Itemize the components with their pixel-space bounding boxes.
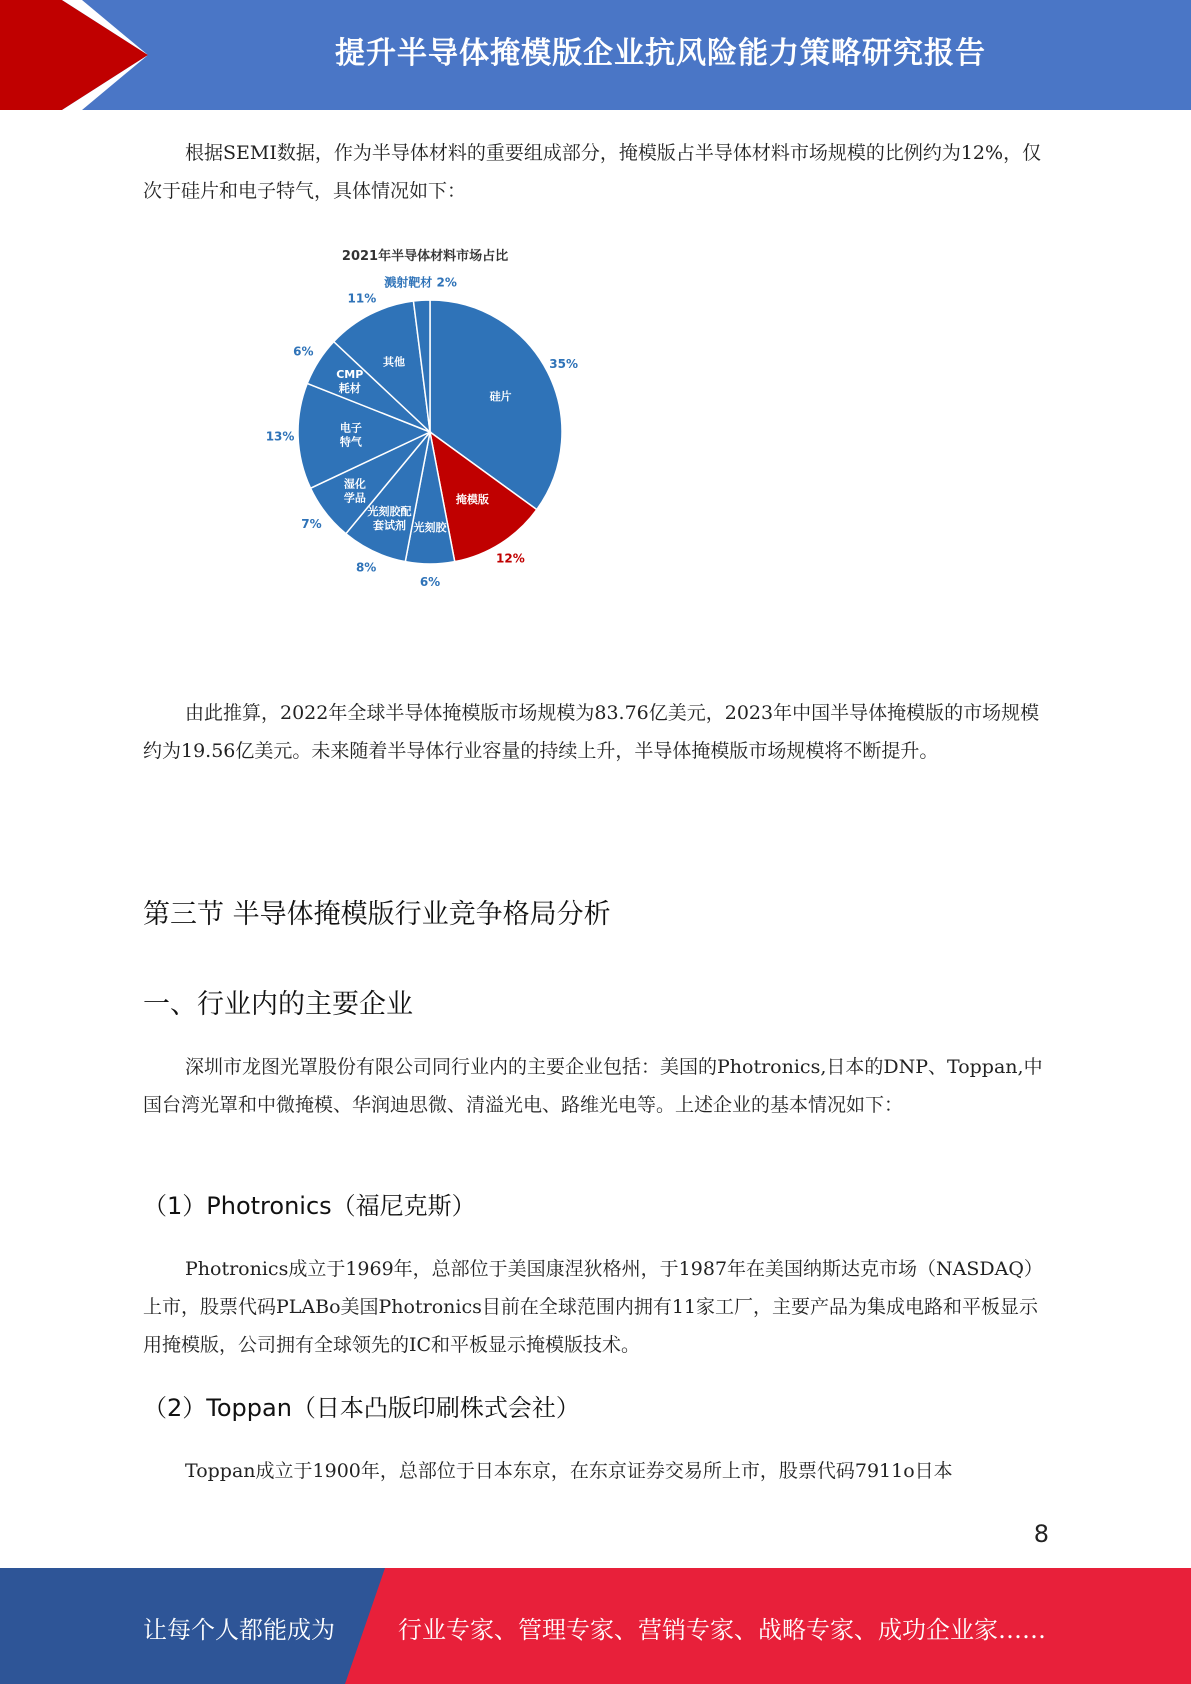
slice-percent-label: 35% <box>549 356 579 371</box>
photronics-heading: （1）Photronics（福尼克斯） <box>143 1192 476 1220</box>
market-paragraph: 由此推算，2022年全球半导体掩模版市场规模为83.76亿美元，2023年中国半导体掩模版的市场规模约为19.56亿美元。未来随着半导体行业容量的持续上升，半导体掩模版市场规模将不断提升。 <box>143 702 1040 762</box>
footer-slogan-left: 让每个人都能成为 <box>143 1616 335 1644</box>
toppan-heading: （2）Toppan（日本凸版印刷株式会社） <box>143 1394 580 1422</box>
toppan-paragraph: Toppan成立于1900年，总部位于日本东京，在东京证券交易所上市，股票代码7911o日本 <box>185 1460 953 1482</box>
slice-percent-label: 6% <box>293 344 314 359</box>
slice-label: 光刻胶配套试剂 <box>367 504 412 532</box>
page-number: 8 <box>1033 1520 1049 1548</box>
pie-chart-svg <box>240 235 600 595</box>
report-title: 提升半导体掩模版企业抗风险能力策略研究报告 <box>335 36 986 71</box>
slice-label: 其他 <box>383 355 406 369</box>
slice-percent-label: 12% <box>496 551 525 566</box>
header-banner <box>0 0 1191 110</box>
header-red-arrow <box>0 0 148 110</box>
slice-label: 掩模版 <box>455 492 489 506</box>
footer-banner <box>0 1568 1191 1684</box>
slice-percent-label: 溅射靶材 2% <box>384 275 457 290</box>
companies-paragraph: 深圳市龙图光罩股份有限公司同行业内的主要企业包括：美国的Photronics,日本的DNP、Toppan,中国台湾光罩和中微掩模、华润迪思微、清溢光电、路维光电等。上述企业的基本情况如下： <box>143 1056 1043 1116</box>
slice-percent-label: 7% <box>301 516 322 531</box>
slice-label: 硅片 <box>489 390 512 404</box>
intro-paragraph: 根据SEMI数据，作为半导体材料的重要组成部分，掩模版占半导体材料市场规模的比例约为12%，仅次于硅片和电子特气，具体情况如下： <box>143 142 1042 202</box>
slice-label: CMP 耗材 <box>336 368 364 396</box>
slice-percent-label: 13% <box>265 429 295 444</box>
photronics-paragraph: Photronics成立于1969年，总部位于美国康涅狄格州，于1987年在美国纳斯达克市场（NASDAQ）上市，股票代码PLABo美国Photronics目前在全球范围内拥有11家工厂，主要产品为集成电路和平板显示用掩模版，公司拥有全球领先的IC和平板显示掩模版技术。 <box>143 1258 1043 1356</box>
slice-percent-label: 11% <box>347 291 377 306</box>
subsection-heading: 一、行业内的主要企业 <box>143 989 413 1020</box>
slice-label: 湿化学品 <box>343 477 366 505</box>
slice-percent-label: 6% <box>419 575 441 589</box>
slice-label: 电子特气 <box>339 421 362 449</box>
slice-label: 光刻胶 <box>413 521 447 535</box>
pie-chart <box>240 235 600 595</box>
chart-title: 2021年半导体材料市场占比 <box>341 249 509 264</box>
section-heading: 第三节 半导体掩模版行业竞争格局分析 <box>143 899 611 930</box>
footer-slogan-right: 行业专家、管理专家、营销专家、战略专家、成功企业家…… <box>398 1616 1046 1644</box>
slice-percent-label: 8% <box>355 560 377 575</box>
